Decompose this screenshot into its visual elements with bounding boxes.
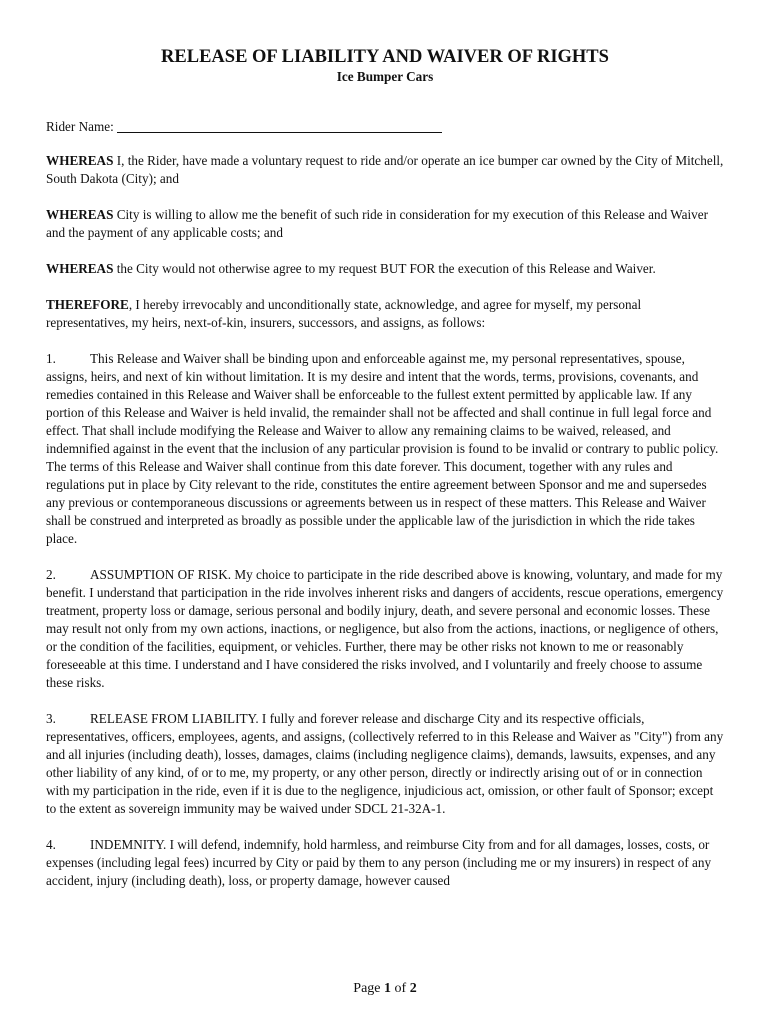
therefore-clause — [46, 296, 724, 332]
section-2 — [46, 566, 724, 692]
whereas-keyword: WHEREAS — [46, 153, 114, 168]
section-number: 2. — [46, 567, 56, 582]
section-text: This Release and Waiver shall be binding upon and enforceable against me, my personal representatives, spouse, assigns, heirs, and next of kin without limitation. It is my desire and intent that the words, terms, provisions, covenants, and remedies contained in this Release and Waiver shall be enforceable to the fullest extent permitted by applicable law. If any portion of this Release and Waiver is held invalid, the remainder shall not be affected and shall continue in full legal force and effect. That shall include modifying the Release and Waiver to allow any remaining claims to be waived, released, and indemnified against in the event that the inclusion of any particular provision is found to be invalid or contrary to public policy. The terms of this Release and Waiver shall continue from this date forever. This document, together with any rules and regulations put in place by City relevant to the ride, constitutes the entire agreement between Sponsor and me and supersedes any previous or contemporaneous discussions or agreements between us in respect of these matters. This Release and Waiver shall be construed and interpreted as broadly as possible under the applicable law of the jurisdiction in which the ride takes place. — [46, 351, 719, 546]
therefore-keyword: THEREFORE — [46, 297, 129, 312]
total-page-count: 2 — [409, 981, 417, 996]
whereas-text: I, the Rider, have made a voluntary request to ride and/or operate an ice bumper car owned by the City of Mitchell, South Dakota (City); and — [46, 153, 724, 186]
document-subtitle: Ice Bumper Cars — [336, 69, 434, 84]
rider-name-line — [46, 118, 724, 136]
whereas-text: the City would not otherwise agree to my request BUT FOR the execution of this Release and Waiver. — [113, 261, 656, 276]
section-number: 4. — [46, 837, 56, 852]
section-1 — [46, 350, 724, 548]
rider-name-field[interactable] — [117, 120, 442, 133]
section-text: RELEASE FROM LIABILITY. I fully and forever release and discharge City and its respective officials, representatives, officers, employees, agents, and assigns, (collectively referred to in this Release and Waiver as "City") from any and all injuries (including death), losses, damages, claims (including negligence claims), demands, lawsuits, expenses, and any other liability of any kind, of or to me, my property, or any other person, directly or indirectly arising out of or in connection with my participation in the ride, even if it is due to the negligence, injudicious act, omission, or other fault of Sponsor; except to the extent as sovereign immunity may be waived under SDCL 21-32A-1. — [46, 711, 724, 816]
section-text: ASSUMPTION OF RISK. My choice to participate in the ride described above is knowing, voluntary, and made for my benefit. I understand that participation in the ride involves inherent risks and dangers of accidents, rescue operations, emergency treatment, property loss or damage, serious personal and bodily injury, death, and severe personal and economic losses. These may result not only from my own actions, inactions, or negligence, but also from the actions, inactions, or negligence of others, or the condition of the facilities, equipment, or vehicles. Further, there may be other risks not known to me or reasonably foreseeable at this time. I understand and I have considered the risks involved, and I voluntarily and freely choose to assume these risks. — [46, 567, 724, 690]
section-4 — [46, 836, 724, 890]
page-footer — [0, 980, 770, 998]
section-text: INDEMNITY. I will defend, indemnify, hold harmless, and reimburse City from and for all damages, losses, costs, or expenses (including legal fees) incurred by City or paid by them to any person (including me or my insurers) in respect of any accident, injury (including death), loss, or property damage, however caused — [46, 837, 712, 888]
therefore-text: , I hereby irrevocably and unconditionally state, acknowledge, and agree for myself, my personal representatives, my heirs, next-of-kin, insurers, successors, and assigns, as follows: — [46, 297, 642, 330]
whereas-clause-3 — [46, 260, 724, 278]
section-number: 3. — [46, 711, 56, 726]
of-word: of — [394, 981, 407, 996]
section-number: 1. — [46, 351, 56, 366]
whereas-keyword: WHEREAS — [46, 207, 114, 222]
rider-name-label: Rider Name: — [46, 119, 114, 134]
current-page-number: 1 — [384, 981, 392, 996]
document-title: RELEASE OF LIABILITY AND WAIVER OF RIGHTS — [161, 47, 609, 67]
whereas-clause-1 — [46, 152, 724, 188]
whereas-text: City is willing to allow me the benefit of such ride in consideration for my execution of this Release and Waiver and the payment of any applicable costs; and — [46, 207, 708, 240]
whereas-clause-2 — [46, 206, 724, 242]
section-3 — [46, 710, 724, 818]
whereas-keyword: WHEREAS — [46, 261, 114, 276]
page-word: Page — [353, 981, 381, 996]
